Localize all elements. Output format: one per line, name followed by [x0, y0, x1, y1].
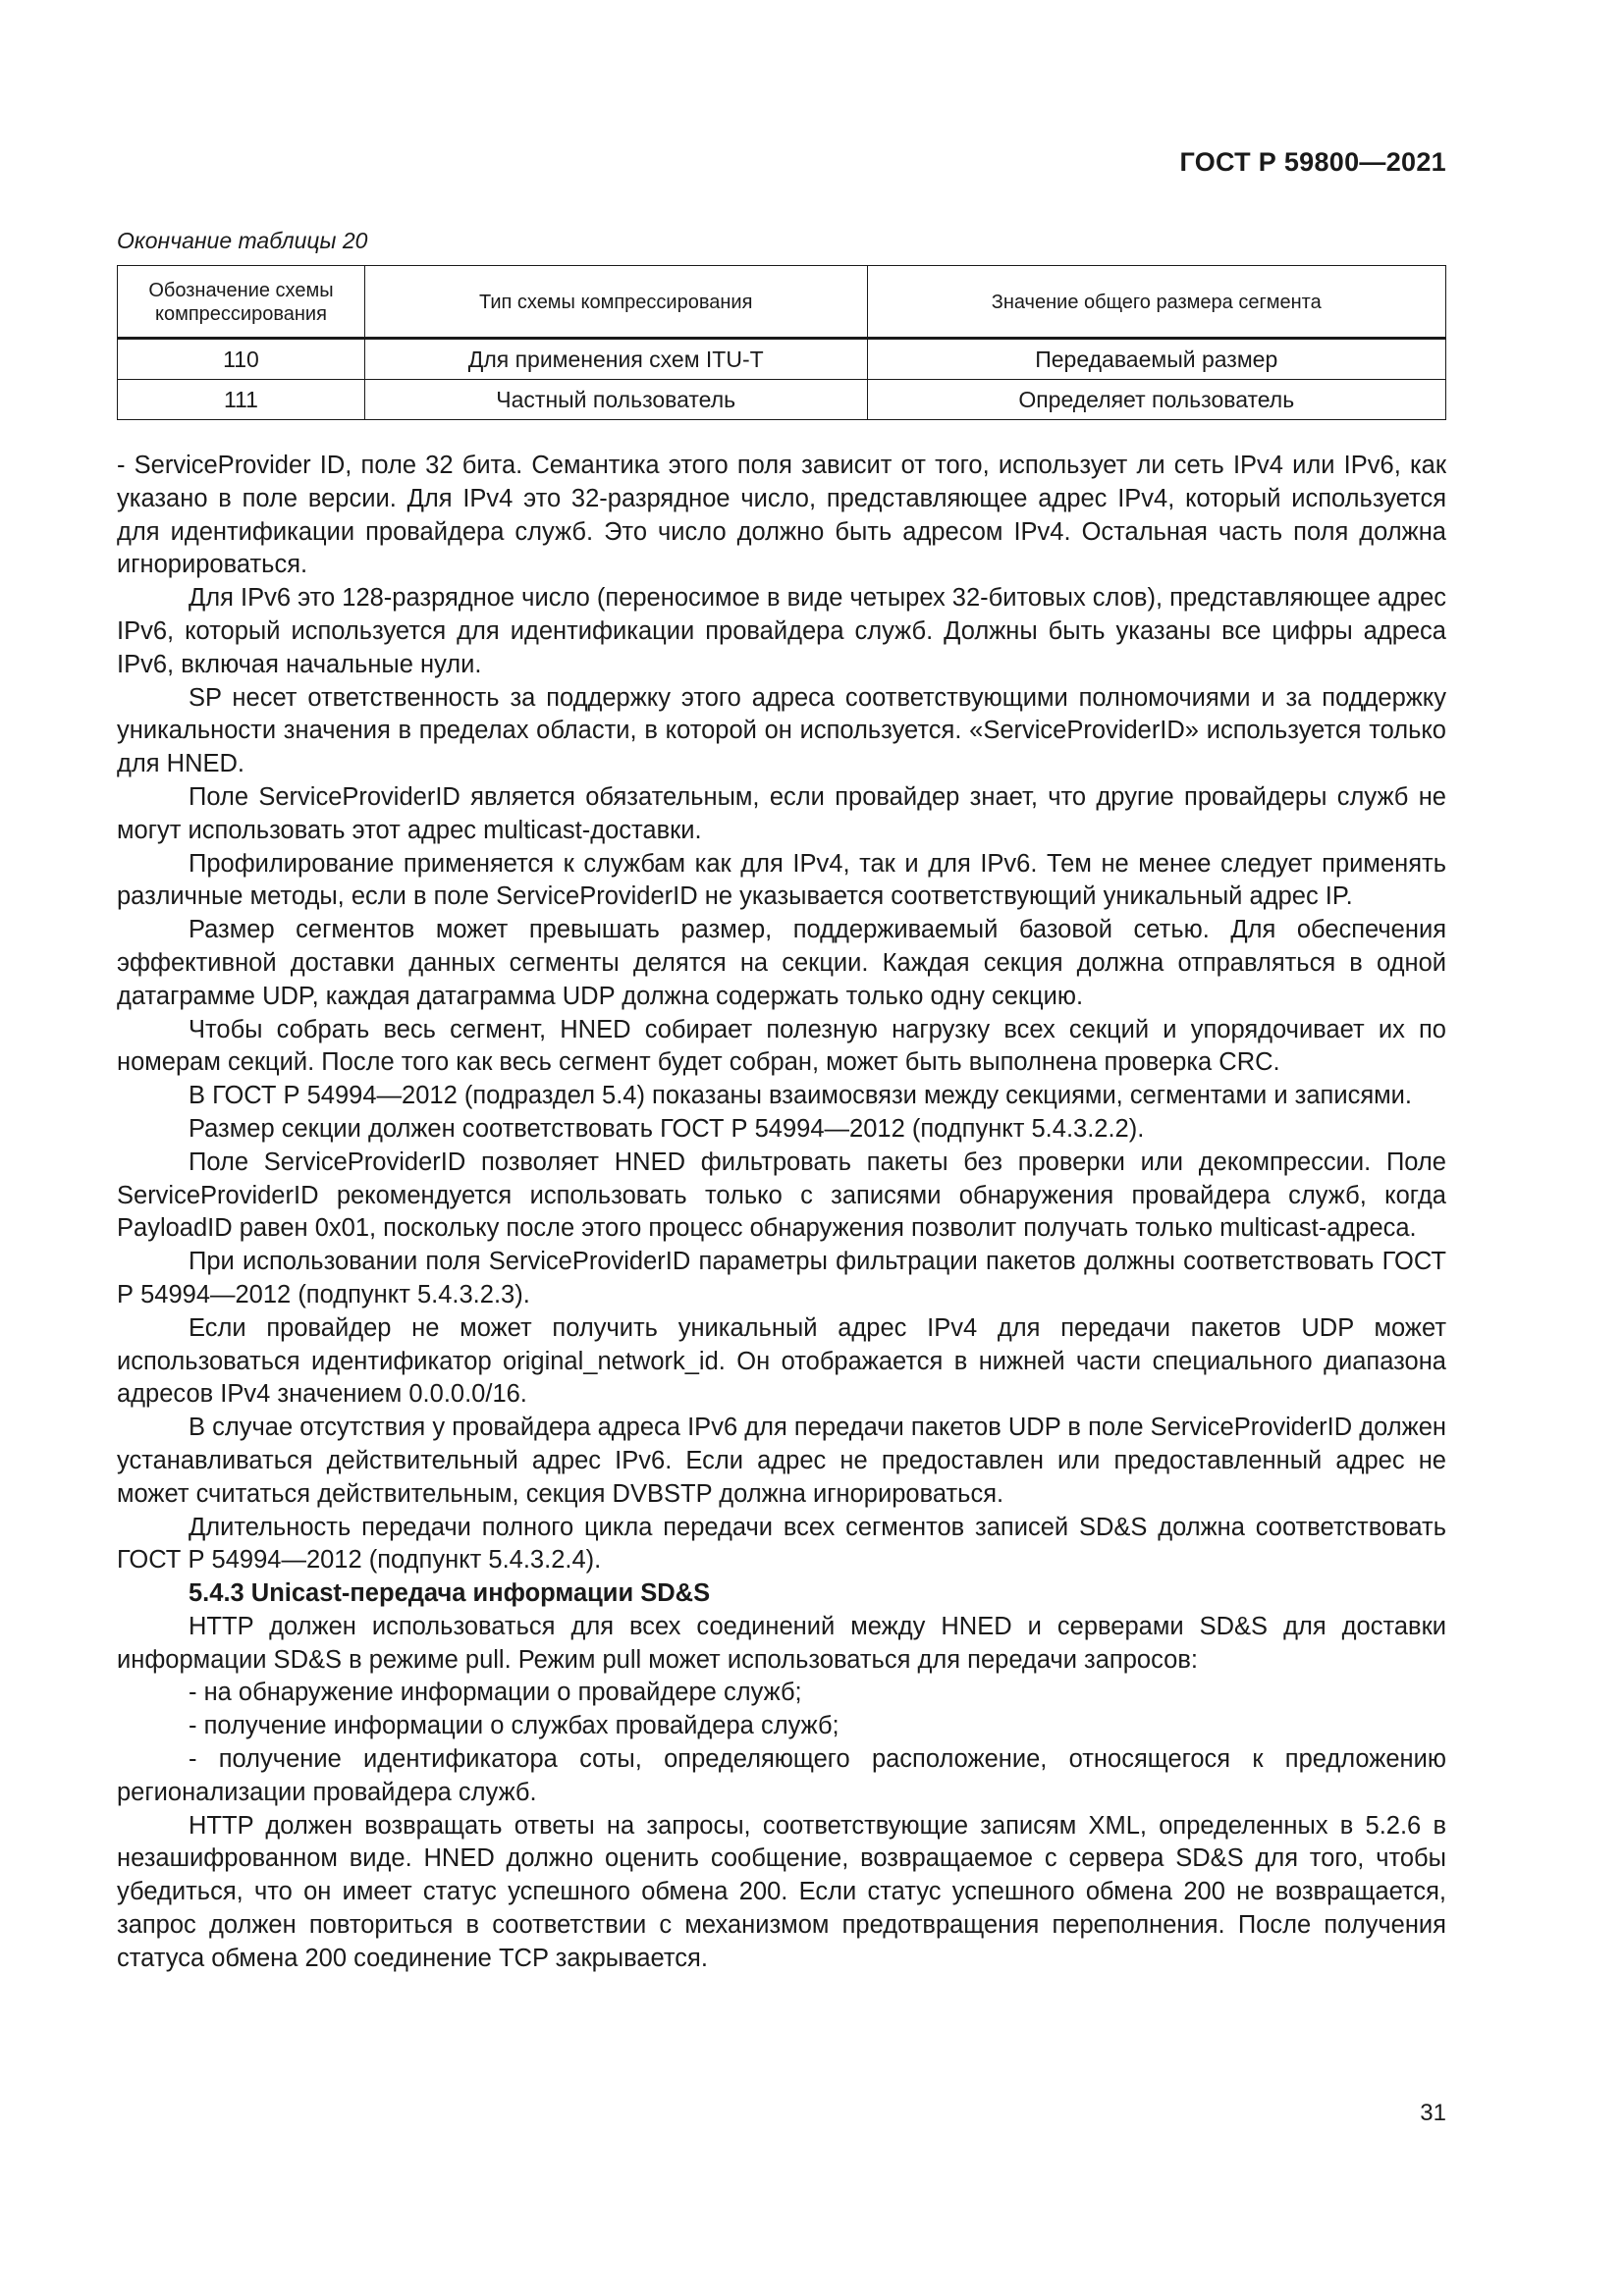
paragraph: Для IPv6 это 128-разрядное число (переносимое в виде четырех 32-битовых слов), представляющее адрес IPv6, который используется для идентификации провайдера служб. Должны быть указаны все цифры адреса IPv6, включая начальные нули.: [117, 584, 1447, 678]
paragraph: SP несет ответственность за поддержку этого адреса соответствующими полномочиями и за поддержку уникальности значения в пределах области, в которой он используется. «ServiceProviderID» используется только для HNED.: [117, 683, 1446, 778]
table-caption: Окончание таблицы 20: [117, 228, 368, 253]
paragraph: - ServiceProvider ID, поле 32 бита. Семантика этого поля зависит от того, использует ли сеть IPv4 или IPv6, как указано в поле версии. Для IPv4 это 32-разрядное число, представляющее адрес IPv4, который используется для идентификации провайдера служб. Это число должно быть адресом IPv4. Остальная часть поля должна игнорироваться.: [117, 452, 1446, 579]
table-cell: Для применения схем ITU-T: [364, 339, 867, 380]
column-header: Обозначение схемы компрессирования: [118, 266, 365, 339]
table-cell: 111: [118, 380, 365, 420]
document-code: ГОСТ Р 59800—2021: [1179, 147, 1446, 177]
list-item: - на обнаружение информации о провайдере служб;: [189, 1679, 802, 1707]
paragraph: Длительность передачи полного цикла передачи всех сегментов записей SD&S должна соответствовать ГОСТ Р 54994—2012 (подпункт 5.4.3.2.4).: [117, 1513, 1446, 1575]
table-row: [118, 380, 1446, 420]
paragraph: Если провайдер не может получить уникальный адрес IPv4 для передачи пакетов UDP может использоваться идентификатор original_network_id. Он отображается в нижней части специального диапазона адресов IPv4 значением 0.0.0.0/16.: [117, 1313, 1446, 1409]
paragraph: Поле ServiceProviderID является обязательным, если провайдер знает, что другие провайдеры служб не могут использовать этот адрес multicast-доставки.: [117, 782, 1446, 844]
list-item: - получение информации о службах провайдера служб;: [189, 1712, 839, 1740]
paragraph: Размер сегментов может превышать размер, поддерживаемый базовой сетью. Для обеспечения эффективной доставки данных сегменты делятся на секции. Каждая секция должна отправляться в одной датаграмме UDP, каждая датаграмма UDP должна содержать только одну секцию.: [117, 916, 1446, 1010]
table-header-row: [118, 266, 1446, 339]
paragraph: При использовании поля ServiceProviderID параметры фильтрации пакетов должны соответствовать ГОСТ Р 54994—2012 (подпункт 5.4.3.2.3).: [117, 1248, 1446, 1308]
paragraph: В ГОСТ Р 54994—2012 (подраздел 5.4) показаны взаимосвязи между секциями, сегментами и записями.: [189, 1082, 1412, 1110]
column-header: Значение общего размера сегмента: [867, 266, 1446, 339]
paragraph: Размер секции должен соответствовать ГОСТ Р 54994—2012 (подпункт 5.4.3.2.2).: [189, 1114, 1145, 1143]
table-cell: Определяет пользователь: [867, 380, 1446, 420]
table-cell: 110: [118, 339, 365, 380]
table-cell: Частный пользователь: [364, 380, 867, 420]
paragraph: В случае отсутствия у провайдера адреса IPv6 для передачи пакетов UDP в поле ServiceProviderID должен устанавливаться действительный адрес IPv6. Если адрес не предоставлен или предоставленный адрес не может считаться действительным, секция DVBSTP должна игнорироваться.: [117, 1414, 1446, 1508]
paragraph: Профилирование применяется к службам как для IPv4, так и для IPv6. Тем не менее следует применять различные методы, если в поле ServiceProviderID не указывается соответствующий уникальный адрес IP.: [117, 849, 1446, 911]
table-cell: Передаваемый размер: [867, 339, 1446, 380]
page-number: 31: [1420, 2100, 1446, 2126]
paragraph: HTTP должен использоваться для всех соединений между HNED и серверами SD&S для доставки информации SD&S в режиме pull. Режим pull может использоваться для передачи запросов:: [117, 1612, 1446, 1674]
column-header: Тип схемы компрессирования: [364, 266, 867, 339]
body-text: [117, 450, 1446, 1976]
section-heading: 5.4.3 Unicast-передача информации SD&S: [189, 1579, 711, 1608]
compression-table: [117, 265, 1446, 420]
paragraph: Поле ServiceProviderID позволяет HNED фильтровать пакеты без проверки или декомпрессии. Поле ServiceProviderID рекомендуется использовать только с записями обнаружения провайдера служб, когда PayloadID равен 0x01, поскольку после этого процесс обнаружения позволит получать только multicast-адреса.: [117, 1148, 1446, 1243]
paragraph: Чтобы собрать весь сегмент, HNED собирает полезную нагрузку всех секций и упорядочивает их по номерам секций. После того как весь сегмент будет собран, может быть выполнена проверка CRC.: [117, 1015, 1446, 1077]
paragraph: HTTP должен возвращать ответы на запросы, соответствующие записям XML, определенных в 5.2.6 в незашифрованном виде. HNED должно оценить сообщение, возвращаемое с сервера SD&S для того, чтобы убедиться, что он имеет статус успешного обмена 200. Если статус успешного обмена 200 не возвращается, запрос должен повториться в соответствии с механизмом предотвращения переполнения. После получения статуса обмена 200 соединение TCP закрывается.: [117, 1811, 1446, 1972]
list-item: - получение идентификатора соты, определяющего расположение, относящегося к предложению регионализации провайдера служб.: [117, 1745, 1446, 1806]
table-row: [118, 339, 1446, 380]
